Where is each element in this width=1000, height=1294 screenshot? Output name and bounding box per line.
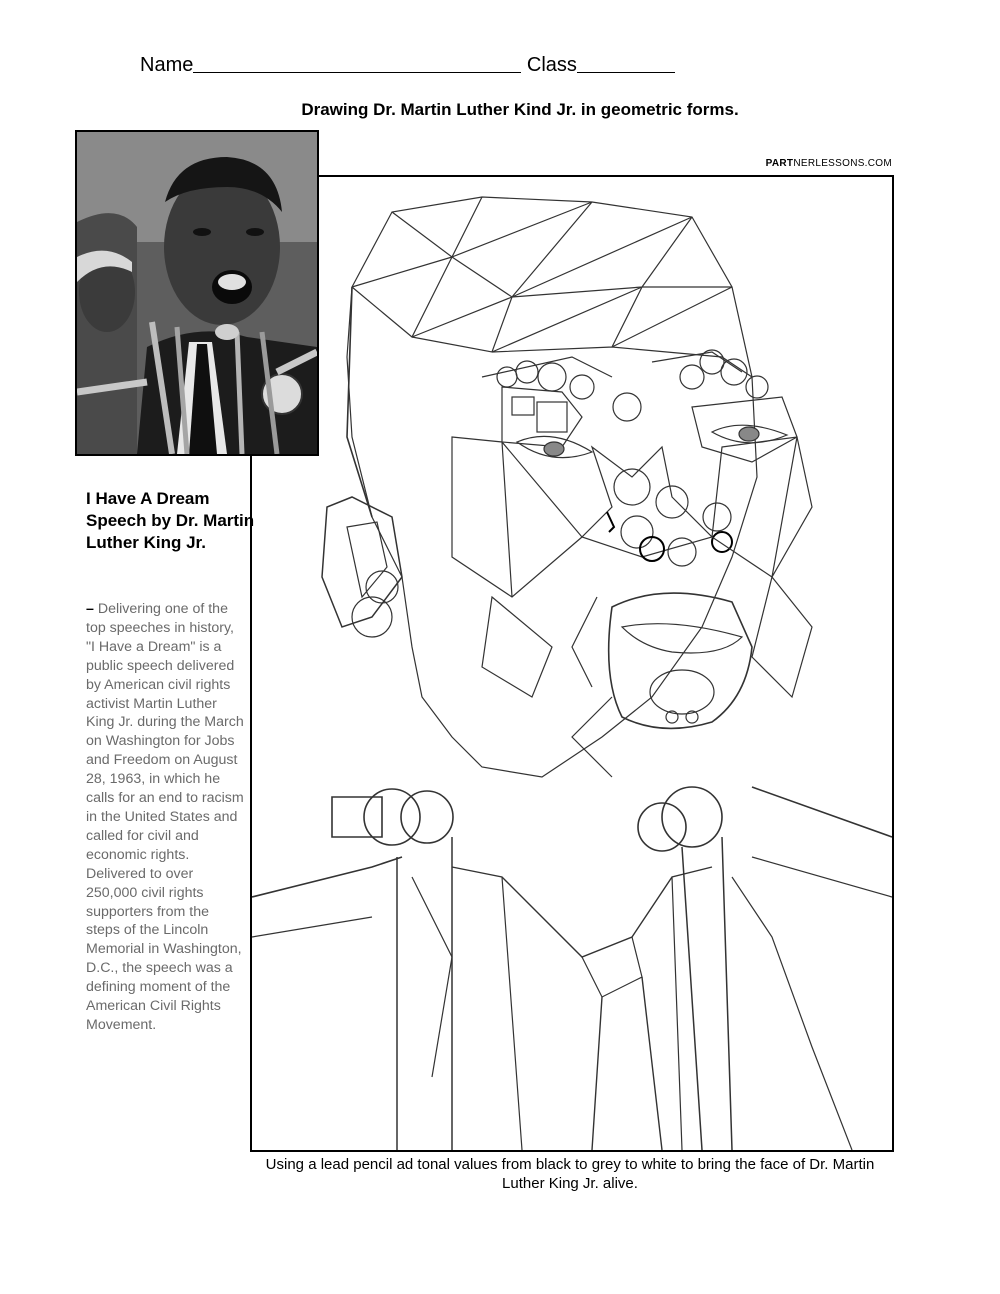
site-credit	[766, 158, 892, 169]
credit-bold: PART	[765, 158, 794, 169]
sidebar-heading: I Have A Dream Speech by Dr. Martin Luther King Jr.	[86, 489, 255, 552]
sidebar-body-text: Delivering one of the top speeches in history, "I Have a Dream" is a public speech delivered by American civil rights activist Martin Luther King Jr. during the March on Washington for Jobs and Freedom on August 28, 1963, in which he calls for an end to racism in the United States and called for civil and economic rights. Delivered to over 250,000 civil rights supporters from the steps of the Lincoln Memorial in Washington, D.C., the speech was a defining moment of the American Civil Rights Movement.	[86, 601, 244, 1033]
name-class-line	[140, 52, 675, 77]
geometric-drawing-frame	[250, 175, 894, 1152]
class-blank[interactable]	[577, 52, 675, 73]
geometric-portrait-drawing	[252, 177, 892, 1150]
worksheet-title: Drawing Dr. Martin Luther Kind Jr. in geometric forms.	[301, 100, 739, 119]
class-label: Class	[526, 54, 577, 76]
reference-photo	[75, 130, 319, 456]
name-blank[interactable]	[193, 52, 521, 73]
sidebar-body	[86, 600, 246, 1035]
reference-photo-art	[77, 132, 317, 454]
drawing-caption: Using a lead pencil ad tonal values from black to grey to white to bring the face of Dr. Martin Luther King Jr. alive.	[265, 1156, 875, 1192]
sidebar-dash: –	[86, 601, 94, 617]
name-label: Name	[140, 54, 194, 76]
credit-rest: NERLESSONS.COM	[793, 158, 892, 169]
